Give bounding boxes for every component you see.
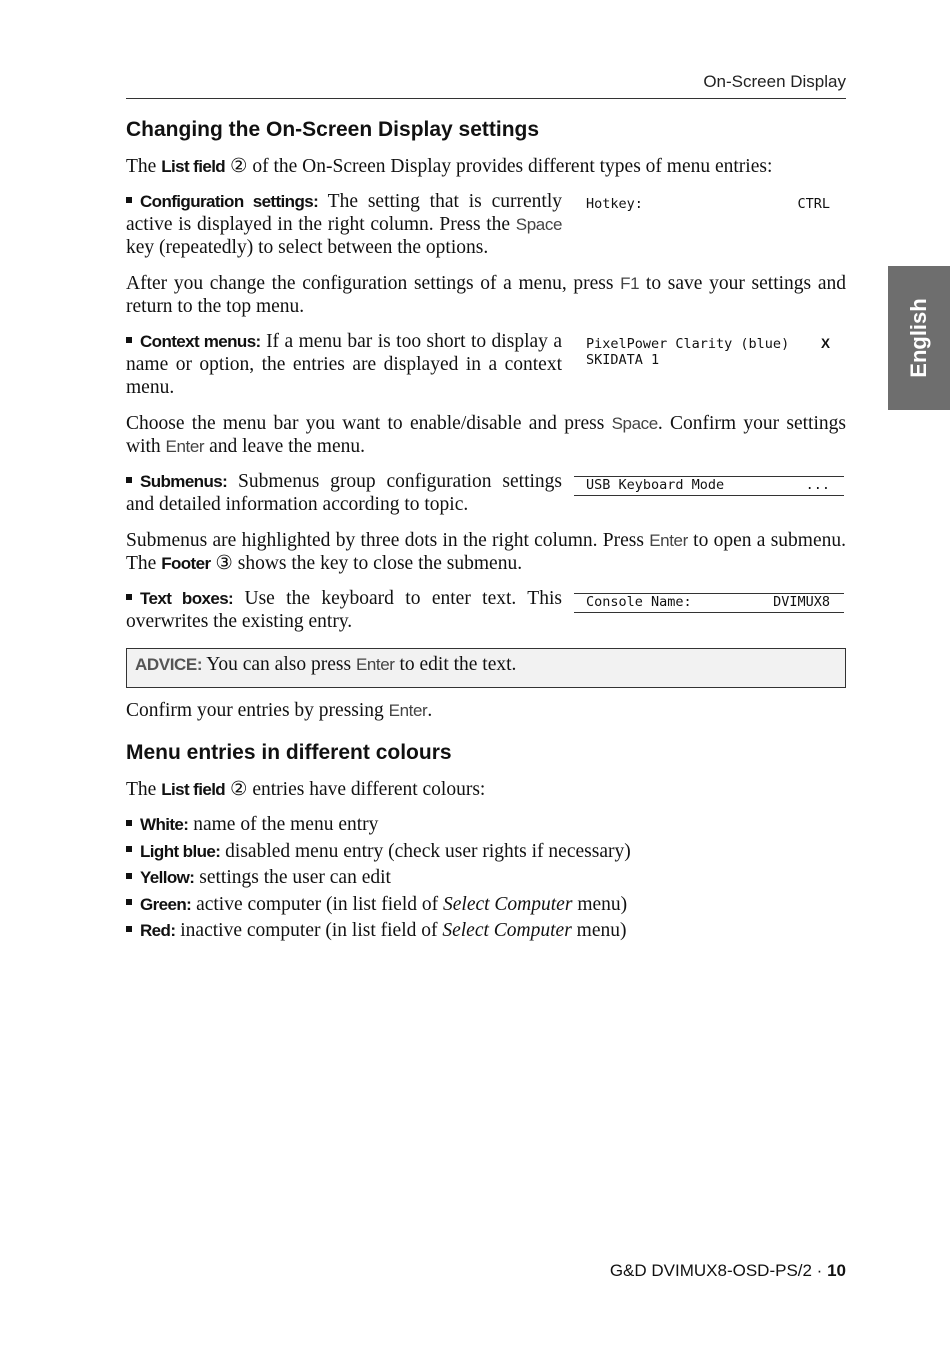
keyword-green: Green: xyxy=(140,894,192,914)
bullet-square-icon xyxy=(126,820,132,826)
keyword-white: White: xyxy=(140,815,189,834)
bullet-square-icon xyxy=(126,197,132,203)
keyword-list-field: List field xyxy=(161,157,226,176)
bullet-square-icon xyxy=(126,926,132,932)
bullet-configuration-settings: Configuration settings: The setting that is currently active is displayed in the right column. Press the Space key (repeatedly) to select between the options. xyxy=(126,191,563,258)
bullet-square-icon xyxy=(126,873,132,879)
osd-example-hotkey xyxy=(574,196,844,212)
keyword-enter: Enter xyxy=(165,437,205,456)
osd-label-console-name: Console Name: xyxy=(586,594,692,610)
list-item: Red: inactive computer (in list field of Select Computer menu) xyxy=(126,919,846,946)
osd-value-console-name: DVIMUX8 xyxy=(773,594,830,610)
list-item: Light blue: disabled menu entry (check user rights if necessary) xyxy=(126,840,846,867)
osd-entry-pixelpower: PixelPower Clarity (blue) xyxy=(586,336,790,352)
bullet-text-boxes: Text boxes: Use the keyboard to enter text. This overwrites the existing entry. xyxy=(126,588,562,632)
bullet-square-icon xyxy=(126,846,132,852)
header-divider xyxy=(126,98,846,99)
bullet-square-icon xyxy=(126,899,132,905)
term-select-computer: Select Computer xyxy=(443,893,573,915)
circled-number-2: ② xyxy=(229,779,248,800)
keyword-enter: Enter xyxy=(355,655,395,674)
intro-paragraph: The List field ② of the On-Screen Display provides different types of menu entries: xyxy=(126,156,773,177)
bullet-square-icon xyxy=(126,594,132,600)
page-number: 10 xyxy=(827,1261,846,1280)
section-heading-menu-colours: Menu entries in different colours xyxy=(126,741,452,764)
osd-value-hotkey: CTRL xyxy=(797,196,830,212)
advice-box: ADVICE: You can also press Enter to edit the text. xyxy=(126,648,846,688)
confirm-paragraph: Confirm your entries by pressing Enter. xyxy=(126,700,433,721)
keyword-submenus: Submenus: xyxy=(140,472,228,491)
keyword-list-field: List field xyxy=(161,780,226,799)
section-heading-osd-settings: Changing the On-Screen Display settings xyxy=(126,118,540,141)
keyword-space: Space xyxy=(515,215,562,234)
keyword-enter: Enter xyxy=(649,531,688,550)
osd-entry-skidata: SKIDATA 1 xyxy=(586,352,660,368)
osd-example-text-box xyxy=(574,593,844,613)
advice-label: ADVICE: xyxy=(135,655,203,674)
list-item: Green: active computer (in list field of Select Computer menu) xyxy=(126,893,846,920)
keyword-space: Space xyxy=(611,414,658,433)
osd-example-context-menu xyxy=(574,336,844,368)
osd-mark-x: X xyxy=(820,336,830,351)
colours-intro-paragraph: The List field ② entries have different colours: xyxy=(126,779,486,800)
list-item: Yellow: settings the user can edit xyxy=(126,866,846,893)
circled-number-3: ③ xyxy=(215,553,233,574)
bullet-submenus: Submenus: Submenus group configuration settings and detailed information according to topic. xyxy=(126,471,562,515)
list-item: White: name of the menu entry xyxy=(126,813,846,840)
bullet-square-icon xyxy=(126,477,132,483)
footer-doc-title: G&D DVIMUX8-OSD-PS/2 · xyxy=(609,1261,828,1280)
running-header: On-Screen Display xyxy=(703,72,846,91)
after-config-paragraph: After you change the configuration settings of a menu, press F1 to save your settings and return to the top menu. xyxy=(126,273,846,317)
bullet-square-icon xyxy=(126,337,132,343)
circled-number-2: ② xyxy=(229,156,248,177)
keyword-configuration-settings: Configuration settings: xyxy=(140,192,319,211)
language-tab xyxy=(888,266,950,410)
bullet-context-menus: Context menus: If a menu bar is too short to display a name or option, the entries are displayed in a context menu. xyxy=(126,331,562,398)
keyword-footer: Footer xyxy=(161,554,211,573)
language-tab-label: English xyxy=(906,298,931,378)
term-select-computer: Select Computer xyxy=(442,920,572,941)
keyword-text-boxes: Text boxes: xyxy=(140,589,234,608)
keyword-enter: Enter xyxy=(388,701,428,720)
keyword-red: Red: xyxy=(140,921,176,940)
osd-example-submenu xyxy=(574,476,844,496)
colour-list xyxy=(126,813,846,946)
choose-paragraph: Choose the menu bar you want to enable/disable and press Space. Confirm your settings with Enter and leave the menu. xyxy=(126,413,846,457)
page-footer xyxy=(126,1261,846,1281)
submenus-detail-paragraph: Submenus are highlighted by three dots in the right column. Press Enter to open a submenu. The Footer ③ shows the key to close the submenu. xyxy=(126,530,846,574)
keyword-context-menus: Context menus: xyxy=(140,332,261,351)
osd-label-hotkey: Hotkey: xyxy=(586,196,643,212)
osd-value-ellipsis: ... xyxy=(805,477,830,493)
osd-label-usb-keyboard-mode: USB Keyboard Mode xyxy=(586,477,725,493)
keyword-f1: F1 xyxy=(620,274,640,293)
keyword-light-blue: Light blue: xyxy=(140,841,221,861)
keyword-yellow: Yellow: xyxy=(140,868,195,887)
